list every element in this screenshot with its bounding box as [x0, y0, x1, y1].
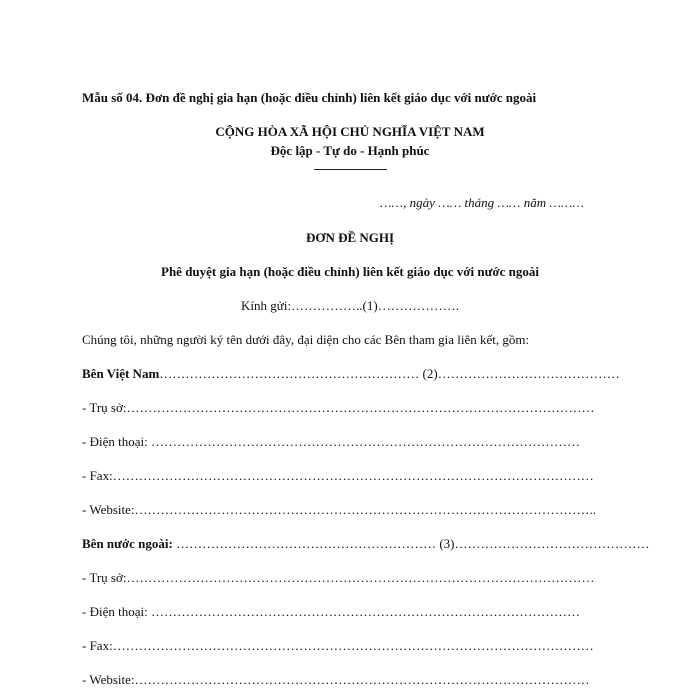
vietnam-address-row — [82, 400, 594, 416]
vietnam-phone-label: - Điện thoại: — [82, 434, 151, 449]
foreign-phone-label: - Điện thoại: — [82, 604, 151, 619]
foreign-website-row — [82, 672, 590, 688]
foreign-fax-fill: ………………………………………………………………………………………………… — [112, 638, 594, 653]
vietnam-website-row — [82, 502, 596, 518]
vietnam-phone-row — [82, 434, 580, 450]
vietnam-fax-fill: ………………………………………………………………………………………………… — [112, 468, 594, 483]
foreign-party-row — [82, 536, 650, 552]
vietnam-website-fill: …………………………………………………………………………………………….. — [134, 502, 597, 517]
foreign-phone-fill: ……………………………………………………………………………………… — [150, 604, 580, 619]
vietnam-party-label: Bên Việt Nam — [82, 366, 160, 381]
vietnam-phone-fill: ……………………………………………………………………………………… — [150, 434, 580, 449]
vietnam-address-label: - Trụ sở: — [82, 400, 127, 415]
vietnam-fax-row — [82, 468, 594, 484]
place-date-line: ……, ngày …… tháng …… năm ……… — [380, 195, 585, 210]
foreign-fax-row — [82, 638, 594, 654]
form-number-title: Mẫu số 04. Đơn đề nghị gia hạn (hoặc điều chỉnh) liên kết giáo dục với nước ngoài — [82, 90, 537, 105]
national-motto: Độc lập - Tự do - Hạnh phúc — [270, 143, 430, 158]
foreign-party-label: Bên nước ngoài: — [82, 536, 173, 551]
motto-divider — [314, 169, 387, 170]
intro-paragraph: Chúng tôi, những người ký tên dưới đây, đại diện cho các Bên tham gia liên kết, gồm: — [82, 332, 530, 347]
foreign-address-row — [82, 570, 594, 586]
foreign-website-label: - Website: — [82, 672, 135, 687]
foreign-fax-label: - Fax: — [82, 638, 113, 653]
document-subtitle: Phê duyệt gia hạn (hoặc điều chỉnh) liên kết giáo dục với nước ngoài — [161, 264, 539, 279]
foreign-address-fill: ……………………………………………………………………………………………… — [126, 570, 595, 585]
document-title: ĐƠN ĐỀ NGHỊ — [305, 230, 395, 245]
vietnam-fax-label: - Fax: — [82, 468, 113, 483]
foreign-party-fill: …………………………………………………… (3)……………………………………… — [172, 536, 650, 551]
vietnam-party-fill: …………………………………………………… (2)…………………………………… — [159, 366, 620, 381]
foreign-website-fill: …………………………………………………………………………………………… — [134, 672, 590, 687]
foreign-address-label: - Trụ sở: — [82, 570, 127, 585]
foreign-phone-row — [82, 604, 580, 620]
vietnam-website-label: - Website: — [82, 502, 135, 517]
national-title: CỘNG HÒA XÃ HỘI CHỦ NGHĨA VIỆT NAM — [215, 124, 485, 139]
vietnam-party-row — [82, 366, 620, 382]
addressee-line: Kính gửi:……………..(1)………………. — [241, 298, 459, 313]
vietnam-address-fill: ……………………………………………………………………………………………… — [126, 400, 595, 415]
